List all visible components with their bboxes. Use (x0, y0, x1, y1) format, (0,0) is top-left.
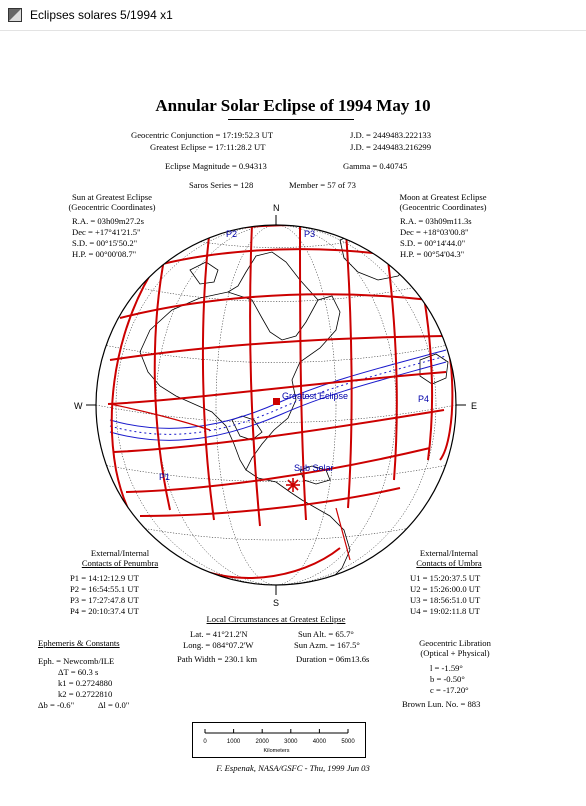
umbra-u1: U1 = 15:20:37.5 UT (410, 573, 481, 583)
scale-tick-4000: 4000 (312, 739, 327, 745)
local-sun-alt: Sun Alt. = 65.7° (298, 629, 354, 639)
ephemeris-eph: Eph. = Newcomb/ILE (38, 656, 115, 666)
moon-sd: S.D. = 00°14'44.0" (400, 238, 466, 248)
penumbra-p3: P3 = 17:27:47.8 UT (70, 595, 139, 605)
scale-tick-2000: 2000 (255, 739, 269, 745)
ephemeris-k1: k1 = 0.2724880 (58, 678, 113, 688)
ephemeris-k2: k2 = 0.2722810 (58, 689, 113, 699)
window-title: Eclipses solares 5/1994 x1 (30, 8, 173, 22)
south-label: S (273, 598, 280, 608)
geocentric-conjunction: Geocentric Conjunction = 17:19:52.3 UT (131, 130, 274, 140)
saros-series: Saros Series = 128 (189, 180, 254, 190)
north-label: N (273, 203, 280, 213)
east-label: E (471, 401, 478, 411)
jd-greatest: J.D. = 2449483.216299 (350, 142, 431, 152)
scale-tick-0: 0 (203, 739, 207, 745)
local-duration: Duration = 06m13.6s (296, 654, 370, 664)
moon-hp: H.P. = 00°54'04.3" (400, 249, 465, 259)
distance-scale-bar (192, 722, 366, 758)
penumbra-subheading: Contacts of Penumbra (81, 558, 159, 568)
umbra-subheading: Contacts of Umbra (416, 558, 482, 568)
libration-heading: Geocentric Libration (419, 638, 491, 648)
ephemeris-delta-t: ΔT = 60.3 s (58, 667, 99, 677)
gamma: Gamma = 0.40745 (343, 161, 408, 171)
credit-line: F. Espenak, NASA/GSFC - Thu, 1999 Jun 03 (216, 763, 370, 773)
west-label: W (74, 401, 83, 411)
local-heading: Local Circumstances at Greatest Eclipse (206, 614, 346, 624)
greatest-eclipse-time: Greatest Eclipse = 17:11:28.2 UT (150, 142, 266, 152)
sun-heading: Sun at Greatest Eclipse (72, 192, 152, 202)
penumbra-p1: P1 = 14:12:12.9 UT (70, 573, 139, 583)
greatest-eclipse-label: Greatest Eclipse (282, 391, 349, 401)
libration-subheading: (Optical + Physical) (420, 648, 490, 658)
umbra-heading: External/Internal (419, 548, 479, 558)
jd-conjunction: J.D. = 2449483.222133 (350, 130, 431, 140)
brown-lunation: Brown Lun. No. = 883 (402, 699, 481, 709)
sun-hp: H.P. = 00°00'08.7" (72, 249, 137, 259)
sun-sd: S.D. = 00°15'50.2" (72, 238, 138, 248)
p3-label: P3 (304, 229, 316, 239)
local-lat: Lat. = 41°21.2'N (190, 629, 248, 639)
greatest-eclipse-marker (273, 398, 280, 405)
sun-ra: R.A. = 03h09m27.2s (72, 216, 144, 226)
ephemeris-delta-b: Δb = -0.6" (38, 700, 75, 710)
scale-tick-5000: 5000 (341, 739, 355, 745)
moon-dec: Dec = +18°03'00.8" (400, 227, 469, 237)
penumbra-p4: P4 = 20:10:37.4 UT (70, 606, 139, 616)
saros-member: Member = 57 of 73 (289, 180, 356, 190)
p4-label: P4 (418, 394, 430, 404)
local-long: Long. = 084°07.2'W (183, 640, 254, 650)
libration-l: l = -1.59° (430, 663, 463, 673)
p2-label: P2 (226, 229, 238, 239)
scale-tick-3000: 3000 (284, 739, 298, 745)
eclipse-magnitude: Eclipse Magnitude = 0.94313 (165, 161, 267, 171)
sun-subheading: (Geocentric Coordinates) (68, 202, 156, 212)
scale-tick-1000: 1000 (226, 739, 241, 745)
sub-solar-label: Sub Solar (294, 463, 334, 473)
penumbra-heading: External/Internal (90, 548, 150, 558)
libration-b: b = -0.50° (430, 674, 465, 684)
moon-subheading: (Geocentric Coordinates) (399, 202, 487, 212)
ephemeris-heading: Ephemeris & Constants (38, 638, 120, 648)
p1-label: P1 (159, 472, 171, 482)
scale-unit: Kilometers (263, 748, 290, 754)
penumbra-p2: P2 = 16:54:55.1 UT (70, 584, 139, 594)
umbra-u2: U2 = 15:26:00.0 UT (410, 584, 481, 594)
moon-ra: R.A. = 03h09m11.3s (400, 216, 472, 226)
local-path-width: Path Width = 230.1 km (177, 654, 258, 664)
page-title: Annular Solar Eclipse of 1994 May 10 (155, 96, 431, 115)
libration-c: c = -17.20° (430, 685, 469, 695)
ephemeris-delta-l: Δl = 0.0" (98, 700, 130, 710)
local-sun-azm: Sun Azm. = 167.5° (294, 640, 360, 650)
umbra-u3: U3 = 18:56:51.0 UT (410, 595, 481, 605)
sun-dec: Dec = +17°41'21.5" (72, 227, 141, 237)
sub-solar-marker (286, 478, 300, 492)
moon-heading: Moon at Greatest Eclipse (399, 192, 487, 202)
umbra-u4: U4 = 19:02:11.8 UT (410, 606, 480, 616)
